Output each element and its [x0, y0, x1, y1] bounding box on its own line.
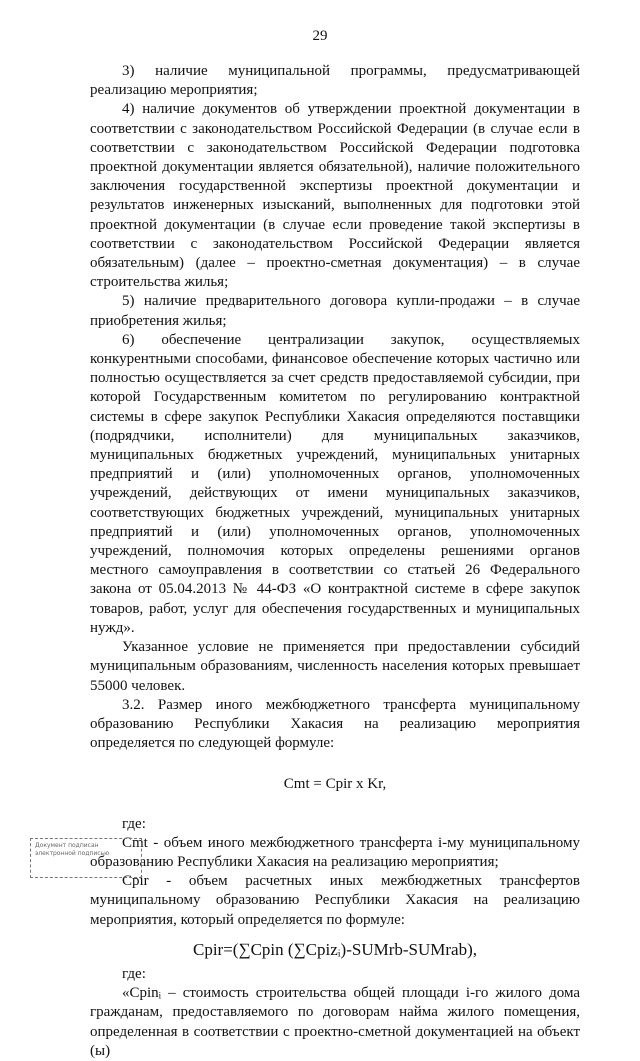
document-body: [90, 62, 580, 1061]
paragraph-3-2: 3.2. Размер иного межбюджетного трансферта муниципальному образованию Республики Хакасия на реализацию мероприятия определяется по следующей формуле:: [90, 696, 580, 752]
where-label-2: где:: [122, 965, 146, 982]
paragraph-note: Указанное условие не применяется при предоставлении субсидий муниципальным образованиям, численность населения которых превышает 55000 человек.: [90, 639, 580, 694]
stamp-text: Документ подписан электронной подписью: [35, 842, 110, 857]
paragraph-item-5: 5) наличие предварительного договора купли-продажи – в случае приобретения жилья;: [90, 293, 580, 329]
definition-cmt: Cmt - объем иного межбюджетного трансферта i-му муниципальному образованию Республики Хакасия на реализацию мероприятия;: [90, 834, 580, 870]
page-number: 29: [312, 28, 328, 44]
formula-cmt: Cmt = Cpir x Kr,: [283, 776, 387, 793]
electronic-signature-stamp: [30, 838, 142, 878]
definition-cpir: Cpir - объем расчетных иных межбюджетных трансфертов муниципальному образованию Республики Хакасия на реализацию мероприятия, который определяется по формуле:: [90, 873, 580, 928]
paragraph-item-6: 6) обеспечение централизации закупок, осуществляемых конкурентными способами, финансовое обеспечение которых частично или полностью осуществляется за счет средств предоставляемой субсидии, при которой Государственным комитетом по регулированию контрактной системы в сфере закупок Республики Хакасия определяются поставщики (подрядчики, исполнители) для муниципальных заказчиков, муниципальных бюджетных учреждений, муниципальных унитарных предприятий и (или) уполномоченных органов, уполномоченных учреждений, действующих от имени муниципальных заказчиков, соответствующих бюджетных учреждений, муниципальных унитарных предприятий и (или) уполномоченных органов, уполномоченных учреждений, полномочия которых определены решениями органов местного самоуправления в соответствии со статьей 26 Федерального закона от 05.04.2013 № 44-ФЗ «О контрактной системе в сфере закупок товаров, работ, услуг для обеспечения государственных и муниципальных нужд».: [90, 331, 580, 636]
where-label-1: где:: [122, 815, 146, 832]
paragraph-item-3: 3) наличие муниципальной программы, предусматривающей реализацию мероприятия;: [90, 63, 580, 99]
definition-cpin: «Cpinᵢ – стоимость строительства общей площади i-го жилого дома гражданам, предоставляемого по договорам найма жилого помещения, определенная в соответствии с проектно-сметной документацией на объект (ы): [90, 985, 580, 1059]
formula-cpir: Cpir=(∑Cpin (∑Cpizᵢ)-SUMrb-SUMrab),: [192, 939, 478, 959]
paragraph-item-4: 4) наличие документов об утверждении проектной документации в соответствии с законодательством Российской Федерации (в случае если в соответствии с законодательством Российской Федерации подготовка проектной документации является обязательной), наличие положительного заключения государственной экспертизы проектной документации и результатов инженерных изысканий, выполненных для подготовки этой проектной документации (в случае если проведение такой экспертизы в соответствии с законодательством Российской Федерации является обязательным) (далее – проектно-сметная документация) – в случае строительства жилья;: [90, 101, 580, 291]
